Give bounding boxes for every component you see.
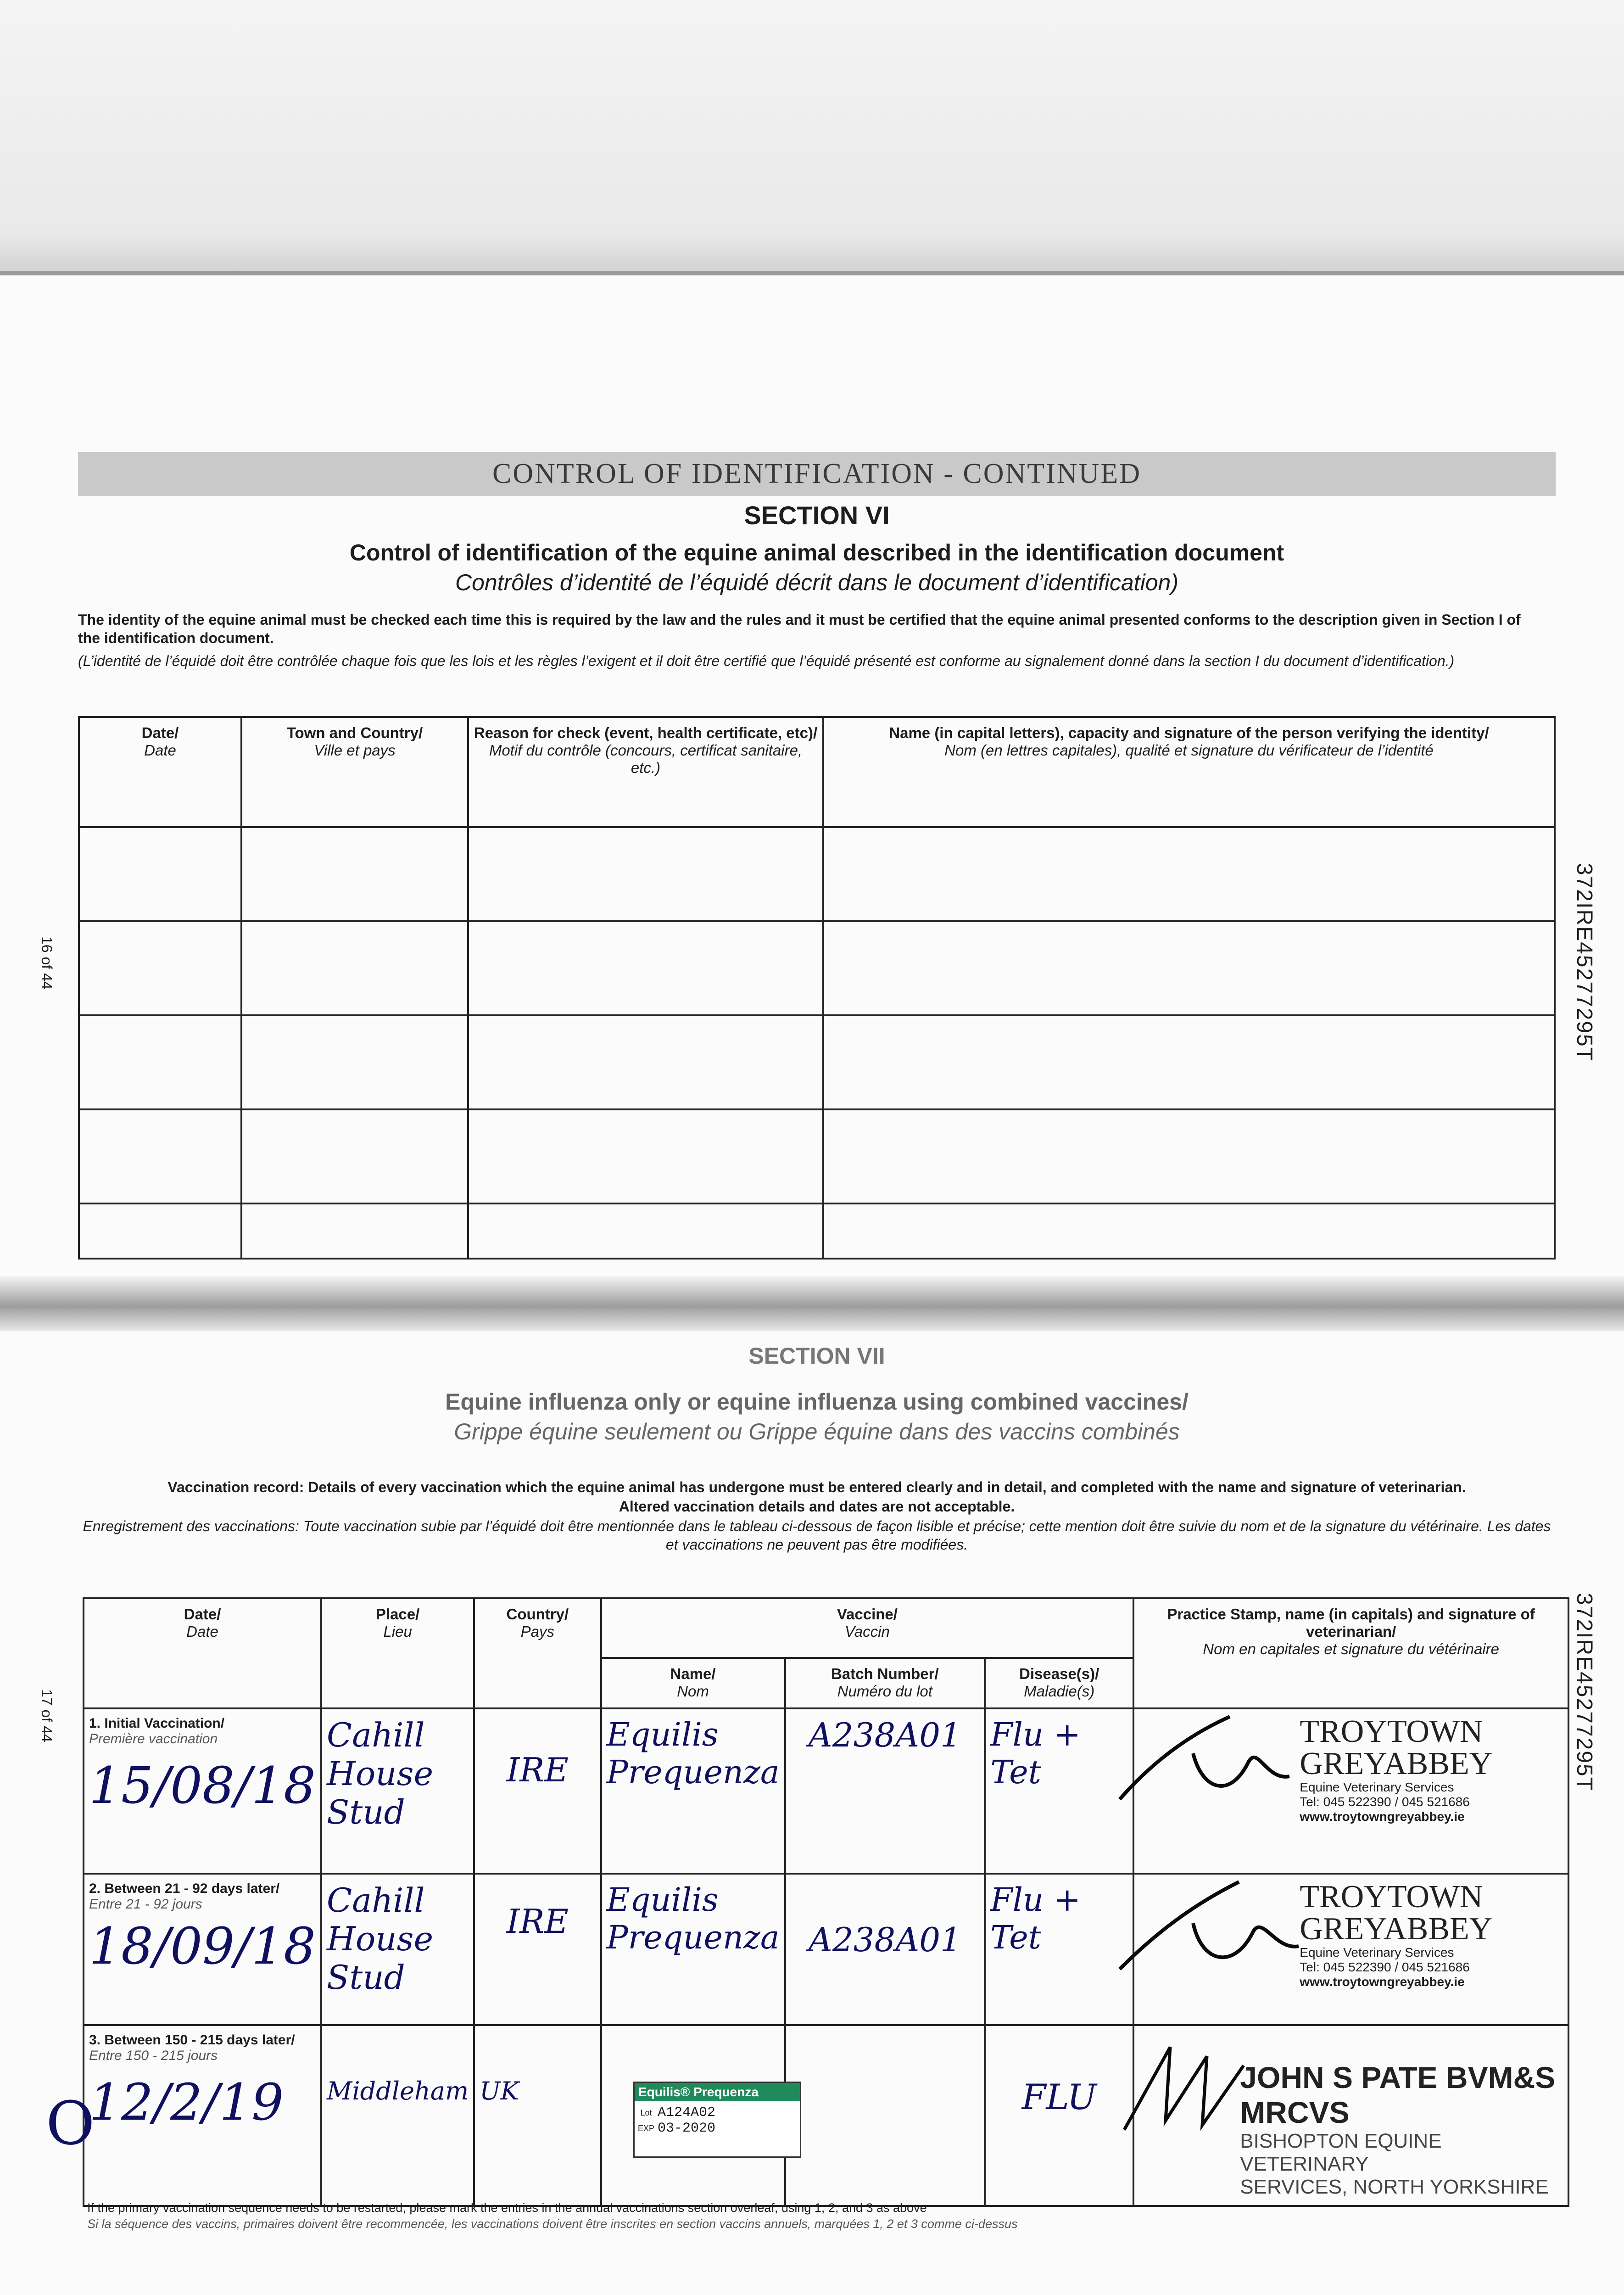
identity-check-table: [78, 716, 1556, 1259]
vaccine-name: Equilis Prequenza: [601, 1708, 785, 1874]
document-id-17: 372IRE45277295T: [1572, 1593, 1596, 1791]
vaccine-disease: FLU: [985, 2025, 1133, 2206]
header-stamp: Practice Stamp, name (in capitals) and signature of veterinarian/ Nom en capitales et signature du vétérinaire: [1133, 1598, 1568, 1708]
header-place: Place/ Lieu: [321, 1598, 474, 1708]
practice-stamp: JOHN S PATE BVM&S MRCVS BISHOPTON EQUINE VETERINARY SERVICES, NORTH YORKSHIRE: [1133, 2025, 1568, 2206]
table-row: [79, 1203, 1555, 1259]
scanner-background: [0, 0, 1624, 275]
vaccination-date: 12/2/19: [89, 2073, 284, 2132]
header-batch: Batch Number/ Numéro du lot: [785, 1658, 985, 1708]
vaccine-batch: [785, 2025, 985, 2206]
vaccination-place: Middleham: [321, 2025, 474, 2206]
table-row: [79, 827, 1555, 921]
section-vii-title-fr: Grippe équine seulement ou Grippe équine dans des vaccins combinés: [454, 1419, 1180, 1444]
vaccine-disease: Flu + Tet: [985, 1874, 1133, 2025]
page-crease: [0, 1276, 1624, 1331]
vaccine-sticker-exp: 03-2020: [658, 2121, 716, 2136]
practice-stamp: TROYTOWN GREYABBEY Equine Veterinary Services Tel: 045 522390 / 045 521686 www.troytowngreyabbey.ie: [1133, 1708, 1568, 1874]
section-vii-heading: SECTION VII: [748, 1343, 885, 1369]
vaccination-instructions: Vaccination record: Details of every vaccination which the equine animal has undergone must be entered clearly and in detail, and completed with the name and signature of veterinarian.: [167, 1479, 1466, 1495]
signature-vet-2: [1111, 1873, 1303, 1992]
vaccination-instructions-fr: Enregistrement des vaccinations: Toute vaccination subie par l’équidé doit être mentionnée dans le tableau ci-dessous de façon lisible et précise; cette mention doit être suivie du nom et de la signature du vétérinaire. Les dates et vaccinations ne peuvent pas être modifiées.: [83, 1518, 1551, 1553]
row-label: 1. Initial Vaccination/ Première vaccination 15/08/18: [84, 1708, 321, 1874]
vaccination-place: Cahill House Stud: [321, 1708, 474, 1874]
section-vii-title: Equine influenza only or equine influenza using combined vaccines/: [445, 1389, 1189, 1415]
footer-note-fr: Si la séquence des vaccins, primaires doivent être recommencée, les vaccinations doivent être inscrites en section vaccins annuels, marquées 1, 2 et 3 comme ci-dessus: [87, 2217, 1018, 2231]
header-country: Country/ Pays: [474, 1598, 601, 1708]
row-label: 2. Between 21 - 92 days later/ Entre 21 - 92 jours 18/09/18: [84, 1874, 321, 2025]
table-row: [79, 921, 1555, 1015]
vaccination-date: 18/09/18: [89, 1917, 316, 1976]
signature-vet-3: [1115, 2029, 1253, 2139]
document-id-16: 372IRE45277295T: [1572, 863, 1596, 1062]
vaccine-batch: A238A01: [785, 1874, 985, 2025]
footer-note: If the primary vaccination sequence needs to be restarted, please mark the entries in the annual vaccinations section overleaf, using 1, 2, and 3 as above: [87, 2201, 927, 2215]
section-vi-instructions-fr: (L’identité de l’équidé doit être contrôlée chaque fois que les lois et les règles l’exigent et il doit être certifié que l’équidé présenté est conforme au signalement donné dans la section I du document d’identification.): [78, 653, 1455, 669]
page-number-16: 16 of 44: [39, 936, 55, 990]
vaccine-sticker-brand: Equilis® Prequenza: [635, 2083, 800, 2101]
vaccine-disease: Flu + Tet: [985, 1708, 1133, 1874]
section-banner: CONTROL OF IDENTIFICATION - CONTINUED: [78, 452, 1556, 496]
row-label: 3. Between 150 - 215 days later/ Entre 150 - 215 jours 12/2/19: [84, 2025, 321, 2206]
section-vi-instructions: The identity of the equine animal must be checked each time this is required by the law and the rules and it must be certified that the equine animal presented conforms to the description given in Section I of the identification document.: [78, 611, 1521, 646]
vaccination-country: IRE: [474, 1708, 601, 1874]
signature-vet-1: [1111, 1707, 1294, 1822]
vaccine-sticker: [633, 2082, 801, 2158]
vaccine-sticker-lot-key: Lot: [640, 2108, 652, 2117]
circle-mark: O: [46, 2088, 95, 2158]
header-reason: Reason for check (event, health certificate, etc)/ Motif du contrôle (concours, certificat sanitaire, etc.): [468, 717, 823, 827]
vaccination-country: UK: [474, 2025, 601, 2206]
vaccination-place: Cahill House Stud: [321, 1874, 474, 2025]
practice-stamp: TROYTOWN GREYABBEY Equine Veterinary Services Tel: 045 522390 / 045 521686 www.troytowngreyabbey.ie: [1133, 1874, 1568, 2025]
vaccination-country: IRE: [474, 1874, 601, 2025]
table-row: [79, 1109, 1555, 1203]
table-row: [79, 1015, 1555, 1109]
vaccine-sticker-exp-key: EXP: [637, 2123, 655, 2133]
vaccination-date: 15/08/18: [89, 1756, 316, 1815]
vaccine-sticker-lot: A124A02: [658, 2105, 716, 2121]
header-vaccine: Vaccine/ Vaccin: [601, 1598, 1134, 1658]
vaccination-row-1: [84, 1708, 1568, 1874]
header-date: Date/ Date: [84, 1598, 321, 1708]
vaccination-table: [83, 1597, 1569, 2207]
vaccination-row-2: [84, 1874, 1568, 2025]
vaccination-header-row: [84, 1598, 1568, 1658]
section-vi-title-fr: Contrôles d’identité de l’équidé décrit dans le document d’identification): [455, 570, 1178, 595]
vaccine-name: Equilis Prequenza: [601, 1874, 785, 2025]
header-town-country: Town and Country/ Ville et pays: [241, 717, 468, 827]
header-vaccine-name: Name/ Nom: [601, 1658, 785, 1708]
vaccine-batch: A238A01: [785, 1708, 985, 1874]
header-date: Date/ Date: [79, 717, 241, 827]
vaccination-row-3: [84, 2025, 1568, 2206]
header-disease: Disease(s)/ Maladie(s): [985, 1658, 1133, 1708]
header-verifier: Name (in capital letters), capacity and signature of the person verifying the identity/ Nom (en lettres capitales), qualité et signature du vérificateur de l’identité: [823, 717, 1555, 827]
page-number-17: 17 of 44: [39, 1689, 55, 1742]
vaccination-instructions-2: Altered vaccination details and dates are not acceptable.: [619, 1498, 1015, 1515]
table-header-row: [79, 717, 1555, 827]
section-vi-title: Control of identification of the equine animal described in the identification document: [349, 540, 1284, 565]
section-vi-heading: SECTION VI: [744, 501, 890, 530]
